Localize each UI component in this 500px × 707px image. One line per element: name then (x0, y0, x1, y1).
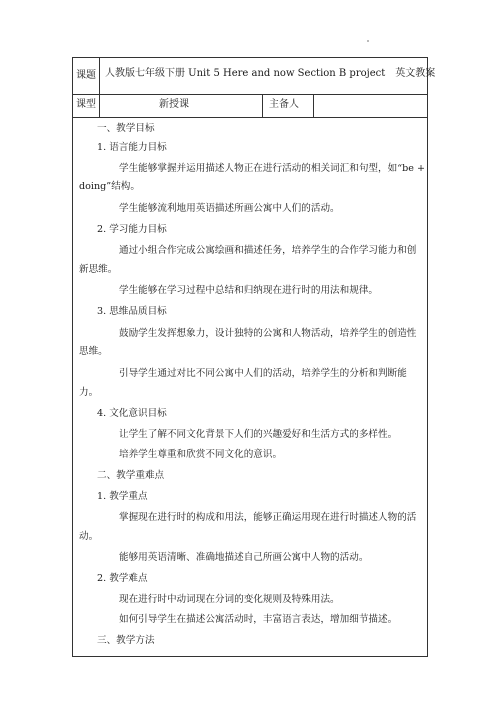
lesson-type-label: 课型 (76, 99, 96, 110)
paragraph-line: 思维。 (79, 346, 108, 357)
row-divider (73, 94, 427, 95)
paragraph-line: 引导学生通过对比不同公寓中人们的活动，培养学生的分析和判断能 (119, 368, 407, 379)
paragraph-line: 能够用英语清晰、准确地描述自己所画公寓中人物的活动。 (119, 552, 369, 563)
column-divider (262, 94, 263, 117)
paragraph-line: 力。 (79, 387, 99, 398)
paragraph-line: 学生能够掌握并运用描述人物正在进行活动的相关词汇和句型，如“be + (119, 163, 426, 174)
lesson-plan-table (72, 57, 436, 657)
paragraph-line: 学生能够在学习过程中总结和归纳现在进行时的用法和规律。 (119, 285, 379, 296)
paragraph-line: 如何引导学生在描述公寓活动时，丰富语言表达，增加细节描述。 (119, 614, 398, 625)
paragraph-line: 掌握现在进行时的构成和用法，能够正确运用现在进行时描述人物的活 (119, 512, 417, 523)
paragraph-line: 培养学生尊重和欣赏不同文化的意识。 (119, 449, 283, 460)
paragraph-line: 新思维。 (79, 264, 118, 275)
subsection-heading: 2. 学习能力目标 (97, 224, 167, 235)
label-column-divider (99, 58, 100, 117)
paragraph-line: 让学生了解不同文化背景下人们的兴趣爱好和生活方式的多样性。 (119, 429, 398, 440)
subsection-heading: 2. 教学难点 (97, 573, 148, 584)
preparer-label: 主备人 (269, 99, 299, 110)
paragraph-line: 现在进行时中动词现在分词的变化规则及特殊用法。 (119, 594, 340, 605)
paragraph-line: doing”结构。 (79, 181, 140, 192)
paragraph-line: 动。 (79, 531, 99, 542)
subsection-heading: 1. 教学重点 (97, 491, 148, 502)
section-heading: 二、教学重难点 (97, 470, 165, 481)
paragraph-line: 学生能够流利地用英语描述所画公寓中人们的活动。 (119, 203, 340, 214)
paragraph-line: 鼓励学生发挥想象力，设计独特的公寓和人物活动，培养学生的创造性 (119, 328, 417, 339)
section-heading: 三、教学方法 (97, 635, 155, 646)
row-divider (73, 117, 427, 118)
column-divider (313, 94, 314, 117)
paragraph-line: 通过小组合作完成公寓绘画和描述任务，培养学生的合作学习能力和创 (119, 245, 417, 256)
subsection-heading: 3. 思维品质目标 (97, 306, 167, 317)
lesson-type-value: 新授课 (159, 99, 189, 110)
section-heading: 一、教学目标 (97, 123, 155, 134)
scan-dot (367, 40, 369, 42)
topic-title: 人教版七年级下册 Unit 5 Here and now Section B project 英文教案 (105, 68, 436, 79)
subsection-heading: 1. 语言能力目标 (97, 142, 167, 153)
subsection-heading: 4. 文化意识目标 (97, 408, 167, 419)
topic-label: 课题 (76, 70, 96, 81)
